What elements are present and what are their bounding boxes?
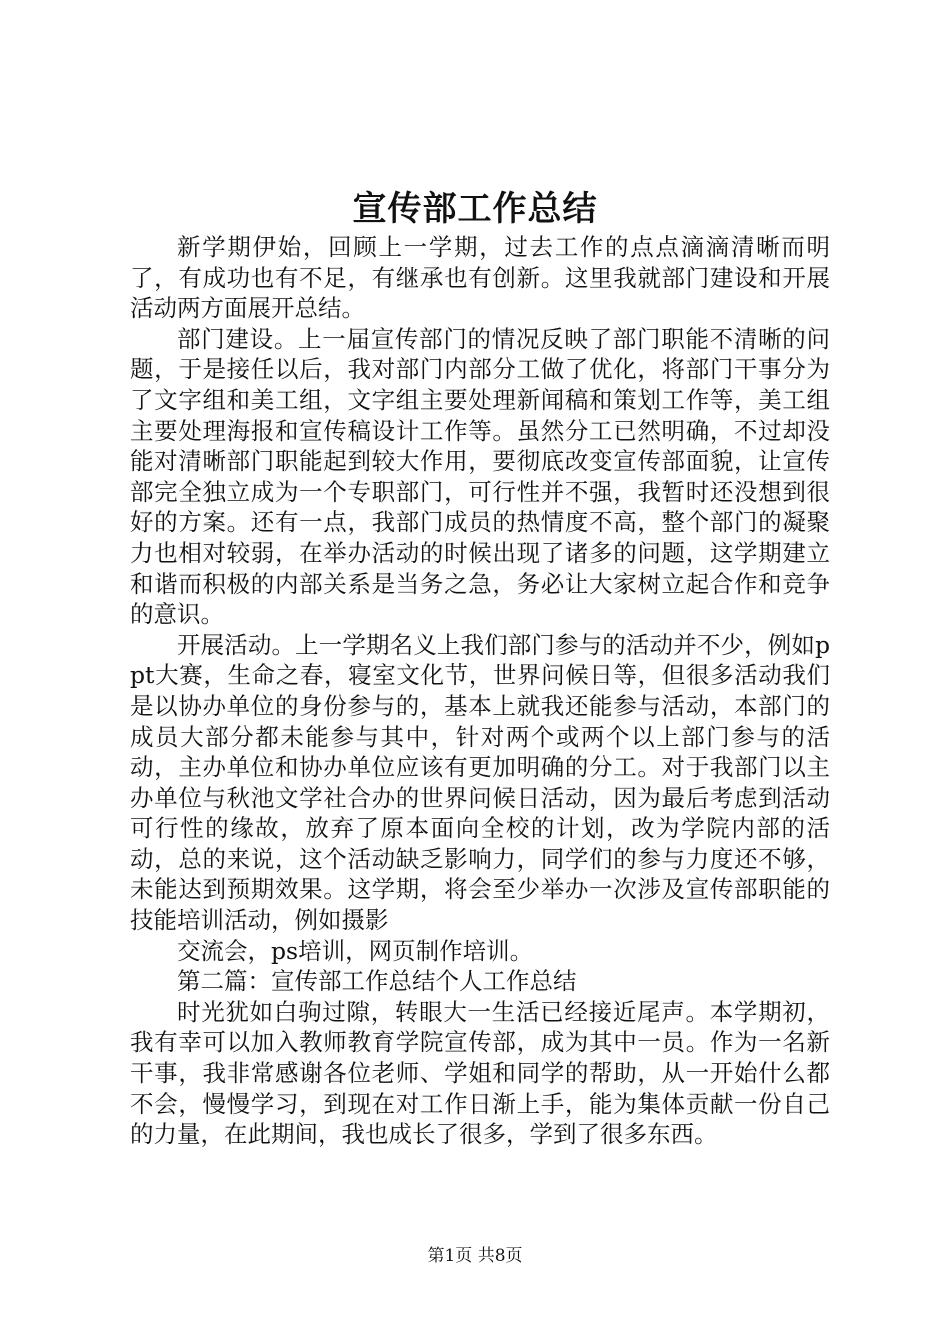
document-title: 宣传部工作总结 — [352, 189, 598, 229]
page-indicator: 第1页 共8页 — [427, 1246, 523, 1266]
paragraph-intro: 新学期伊始，回顾上一学期，过去工作的点点滴滴清晰而明了，有成功也有不足，有继承也有创新。这里我就部门建设和开展活动两方面展开总结。 — [130, 233, 830, 323]
paragraph-activities-continued: 交流会，ps培训，网页制作培训。 — [177, 936, 534, 965]
section-heading-part-two: 第二篇：宣传部工作总结个人工作总结 — [177, 967, 577, 996]
paragraph-department-building: 部门建设。上一届宣传部门的情况反映了部门职能不清晰的问题，于是接任以后，我对部门内部分工做了优化，将部门干事分为了文字组和美工组，文字组主要处理新闻稿和策划工作等，美工组主要处理海报和宣传稿设计工作等。虽然分工已然明确，不过却没能对清晰部门职能起到较大作用，要彻底改变宣传部面貌，让宣传部完全独立成为一个专职部门，可行性并不强，我暂时还没想到很好的方案。还有一点，我部门成员的热情度不高，整个部门的凝聚力也相对较弱，在举办活动的时候出现了诸多的问题，这学期建立和谐而积极的内部关系是当务之急，务必让大家树立起合作和竞争的意识。 — [130, 324, 830, 629]
document-body — [130, 232, 830, 1150]
paragraph-activities: 开展活动。上一学期名义上我们部门参与的活动并不少，例如ppt大赛，生命之春，寝室文化节，世界问候日等，但很多活动我们是以协办单位的身份参与的，基本上就我还能参与活动，本部门的成员大部分都未能参与其中，针对两个或两个以上部门参与的活动，主办单位和协办单位应该有更加明确的分工。对于我部门以主办单位与秋池文学社合办的世界问候日活动，因为最后考虑到活动可行性的缘故，放弃了原本面向全校的计划，改为学院内部的活动，总的来说，这个活动缺乏影响力，同学们的参与力度还不够，未能达到预期效果。这学期，将会至少举办一次涉及宣传部职能的技能培训活动，例如摄影 — [130, 630, 830, 935]
paragraph-personal-summary: 时光犹如白驹过隙，转眼大一生活已经接近尾声。本学期初，我有幸可以加入教师教育学院宣传部，成为其中一员。作为一名新干事，我非常感谢各位老师、学姐和同学的帮助，从一开始什么都不会，慢慢学习，到现在对工作日渐上手，能为集体贡献一份自己的力量，在此期间，我也成长了很多，学到了很多东西。 — [130, 997, 830, 1149]
